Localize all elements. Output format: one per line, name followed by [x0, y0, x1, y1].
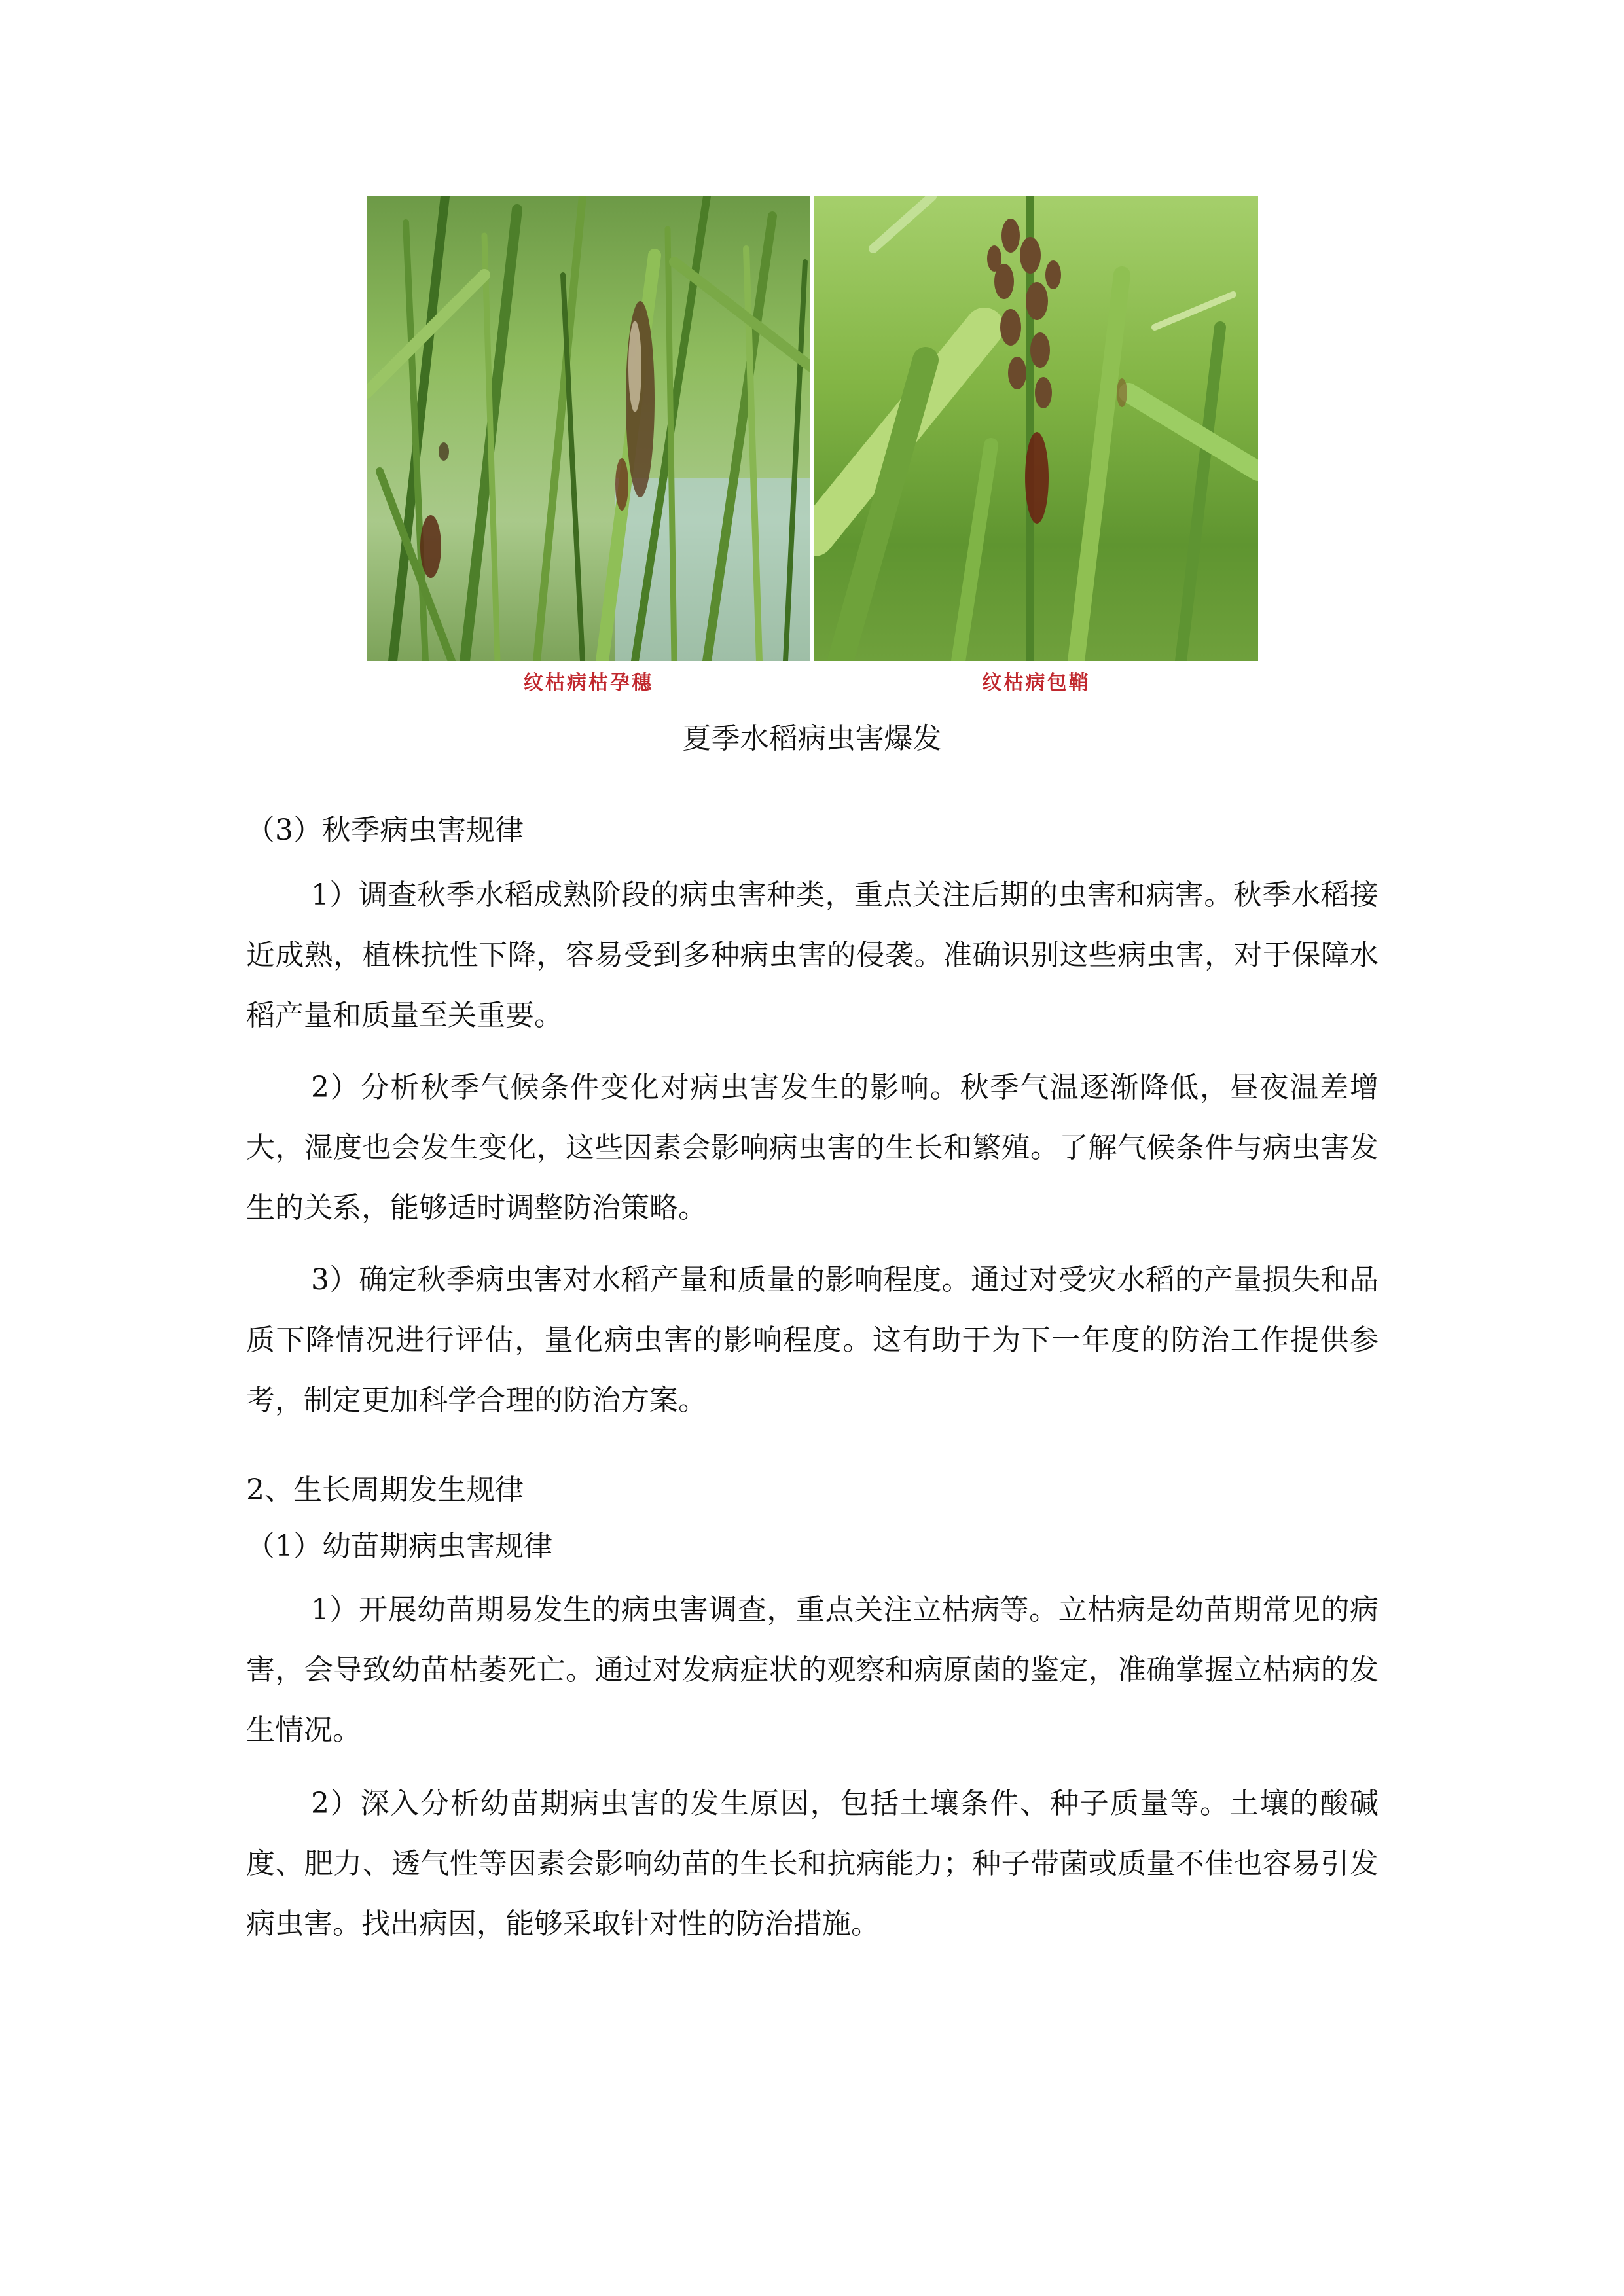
section-heading-autumn: （3）秋季病虫害规律 [246, 814, 524, 847]
paragraph-autumn-3: 3）确定秋季病虫害对水稻产量和质量的影响程度。通过对受灾水稻的产量损失和品质下降情况进行评估，量化病虫害的影响程度。这有助于为下一年度的防治工作提供参考，制定更加科学合理的防治方案。 [246, 1263, 1379, 1417]
figure-title: 夏季水稻病虫害爆发 [682, 722, 942, 755]
rice-panicle-blight-photo-icon [814, 196, 1258, 661]
paragraph-autumn-2: 2）分析秋季气候条件变化对病虫害发生的影响。秋季气温逐渐降低，昼夜温差增大，湿度也会发生变化，这些因素会影响病虫害的生长和繁殖。了解气候条件与病虫害发生的关系，能够适时调整防治策略。 [246, 1071, 1379, 1225]
figure [367, 196, 1258, 710]
rice-sheath-blight-photo-icon [367, 196, 810, 661]
section-heading-growth-cycle: 2、生长周期发生规律 [246, 1473, 524, 1507]
right-photo-caption: 纹枯病包鞘 [982, 672, 1091, 694]
paragraph-seedling-2: 2）深入分析幼苗期病虫害的发生原因，包括土壤条件、种子质量等。土壤的酸碱度、肥力、透气性等因素会影响幼苗的生长和抗病能力；种子带菌或质量不佳也容易引发病虫害。找出病因，能够采取针对性的防治措施。 [246, 1787, 1379, 1941]
paragraph-seedling-1: 1）开展幼苗期易发生的病虫害调查，重点关注立枯病等。立枯病是幼苗期常见的病害，会导致幼苗枯萎死亡。通过对发病症状的观察和病原菌的鉴定，准确掌握立枯病的发生情况。 [246, 1593, 1379, 1747]
left-photo-caption: 纹枯病枯孕穗 [524, 672, 653, 694]
paragraph-autumn-1: 1）调查秋季水稻成熟阶段的病虫害种类，重点关注后期的虫害和病害。秋季水稻接近成熟，植株抗性下降，容易受到多种病虫害的侵袭。准确识别这些病虫害，对于保障水稻产量和质量至关重要。 [246, 878, 1379, 1032]
section-heading-seedling: （1）幼苗期病虫害规律 [246, 1530, 552, 1563]
